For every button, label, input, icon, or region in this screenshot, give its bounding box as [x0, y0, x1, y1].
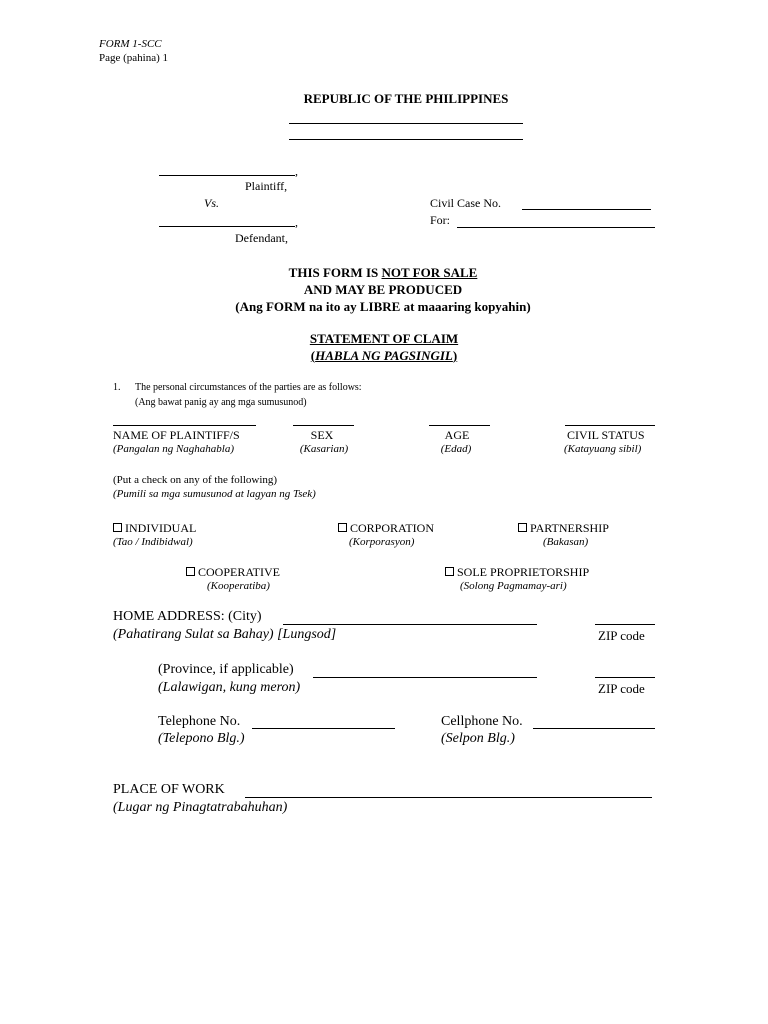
statement-subtitle: (HABLA NG PAGSINGIL) — [310, 348, 458, 363]
province-zip-field[interactable] — [595, 677, 655, 678]
notice-line-2: AND MAY BE PRODUCED — [303, 282, 463, 297]
court-line-1 — [289, 123, 523, 124]
telephone-field[interactable] — [252, 728, 395, 729]
plaintiff-label: Plaintiff, — [245, 179, 288, 193]
place-of-work-field[interactable] — [245, 797, 652, 798]
checkbox-cooperative[interactable] — [186, 567, 195, 576]
defendant-comma: , — [295, 215, 298, 229]
col-name-sub: (Pangalan ng Naghahabla) — [113, 443, 234, 455]
col-age-sub: (Edad) — [440, 443, 472, 455]
versus-label: Vs. — [204, 196, 219, 210]
for-label: For: — [430, 213, 451, 227]
col-civil-sub: (Katayuang sibil) — [564, 443, 642, 455]
col-civil-label: CIVIL STATUS — [567, 428, 645, 442]
page-label: Page (pahina) 1 — [99, 52, 169, 64]
checkbox-individual[interactable] — [113, 523, 122, 532]
check-instruction: (Put a check on any of the following) — [113, 474, 278, 486]
province-label: (Province, if applicable) — [158, 662, 294, 677]
option-individual-sub: (Tao / Indibidwal) — [113, 536, 193, 548]
form-id: FORM 1-SCC — [99, 38, 162, 50]
home-address-field[interactable] — [283, 624, 537, 625]
notice-line-3: (Ang FORM na ito ay LIBRE at maaaring kopyahin) — [235, 299, 531, 314]
plaintiff-name-field[interactable] — [113, 425, 256, 426]
checkbox-sole-proprietorship[interactable] — [445, 567, 454, 576]
home-address-sub: (Pahatirang Sulat sa Bahay) [Lungsod] — [113, 627, 337, 642]
defendant-name-line — [159, 226, 295, 227]
checkbox-partnership[interactable] — [518, 523, 527, 532]
court-line-2 — [289, 139, 523, 140]
province-field[interactable] — [313, 677, 537, 678]
col-sex-sub: (Kasarian) — [299, 443, 349, 455]
checkbox-corporation[interactable] — [338, 523, 347, 532]
plaintiff-name-line — [159, 175, 295, 176]
sex-field[interactable] — [293, 425, 354, 426]
place-of-work-sub: (Lugar ng Pinagtatrabahuhan) — [113, 800, 288, 815]
option-corporation[interactable]: CORPORATION — [338, 521, 434, 536]
statement-title: STATEMENT OF CLAIM — [309, 331, 459, 346]
option-corporation-sub: (Korporasyon) — [349, 536, 415, 548]
col-name-label: NAME OF PLAINTIFF/S — [113, 428, 240, 442]
cellphone-sub: (Selpon Blg.) — [441, 731, 515, 746]
defendant-label: Defendant, — [235, 231, 288, 245]
col-sex-label: SEX — [310, 428, 334, 442]
civil-case-label: Civil Case No. — [430, 196, 501, 210]
option-individual[interactable]: INDIVIDUAL — [113, 521, 196, 536]
cellphone-label: Cellphone No. — [441, 714, 523, 729]
civil-case-line[interactable] — [522, 209, 651, 210]
for-line[interactable] — [457, 227, 655, 228]
option-cooperative-sub: (Kooperatiba) — [207, 580, 270, 592]
notice-line-1: THIS FORM IS NOT FOR SALE — [288, 265, 478, 280]
option-partnership[interactable]: PARTNERSHIP — [518, 521, 609, 536]
age-field[interactable] — [429, 425, 490, 426]
col-age-label: AGE — [444, 428, 470, 442]
option-sole-proprietorship[interactable]: SOLE PROPRIETORSHIP — [445, 565, 589, 580]
section-1-text: The personal circumstances of the parties are as follows: — [135, 382, 362, 393]
option-cooperative[interactable]: COOPERATIVE — [186, 565, 280, 580]
check-instruction-tl: (Pumili sa mga sumusunod at lagyan ng Tsek) — [113, 488, 316, 500]
plaintiff-comma: , — [295, 164, 298, 178]
republic-title: REPUBLIC OF THE PHILIPPINES — [303, 91, 509, 106]
cellphone-field[interactable] — [533, 728, 655, 729]
province-sub: (Lalawigan, kung meron) — [158, 680, 301, 695]
section-1-text-tl: (Ang bawat panig ay ang mga sumusunod) — [135, 397, 307, 408]
option-partnership-sub: (Bakasan) — [543, 536, 589, 548]
place-of-work-label: PLACE OF WORK — [113, 782, 225, 797]
province-zip-label: ZIP code — [598, 681, 645, 696]
home-zip-field[interactable] — [595, 624, 655, 625]
section-1-number: 1. — [113, 382, 121, 393]
home-zip-label: ZIP code — [598, 628, 645, 643]
telephone-label: Telephone No. — [158, 714, 241, 729]
telephone-sub: (Telepono Blg.) — [158, 731, 245, 746]
home-address-label: HOME ADDRESS: (City) — [113, 609, 262, 624]
option-sole-proprietorship-sub: (Solong Pagmamay-ari) — [460, 580, 567, 592]
civil-status-field[interactable] — [565, 425, 655, 426]
